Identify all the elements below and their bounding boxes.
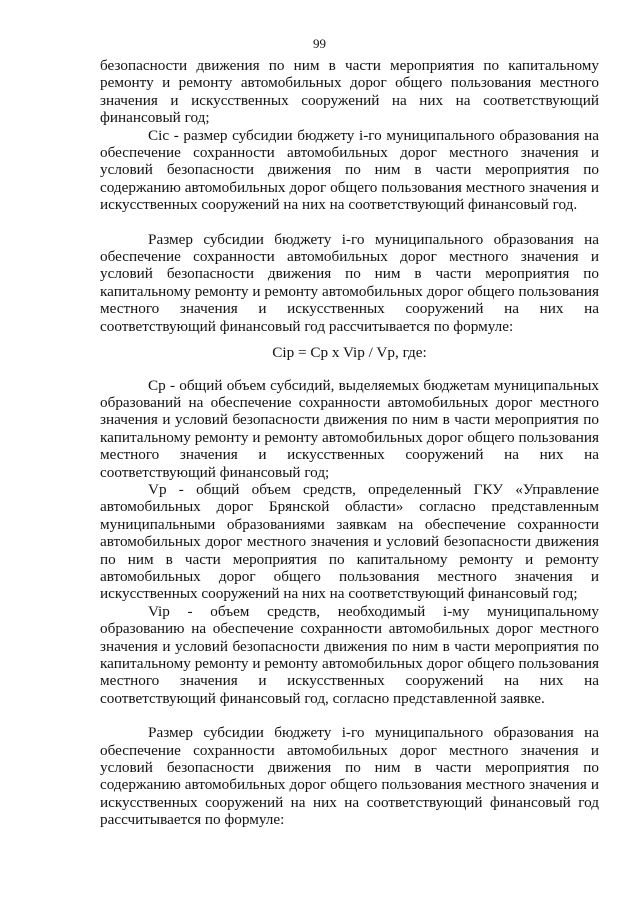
page-number: 99 bbox=[313, 36, 326, 51]
paragraph-vp-definition: Vp - общий объем средств, определенный ГКУ «Управление автомобильных дорог Брянской области» согласно представленным муниципальными образованиями заявкам на обеспечение сохранности автомобильных дорог местного значения и условий безопасности движения по ним в части мероприятия по капитальному ремонту и ремонту автомобильных дорог общего пользования местного значения и искусственных сооружений на них на соответствующий финансовый год; bbox=[100, 480, 599, 603]
paragraph-cip-intro: Размер субсидии бюджету i-го муниципального образования на обеспечение сохранности автомобильных дорог местного значения и условий безопасности движения по ним в части мероприятия по капитальному ремонту и ремонту автомобильных дорог общего пользования местного значения и искусственных сооружений на них на соответствующий финансовый год рассчитывается по формуле: bbox=[100, 230, 599, 335]
document-body bbox=[100, 57, 599, 829]
paragraph-spacer bbox=[100, 214, 599, 231]
paragraph-cp-definition: Cp - общий объем субсидий, выделяемых бюджетам муниципальных образований на обеспечение сохранности автомобильных дорог местного значения и условий безопасности движения по ним в части мероприятия по капитальному ремонту и ремонту автомобильных дорог общего пользования местного значения и искусственных сооружений на них на соответствующий финансовый год; bbox=[100, 376, 599, 481]
paragraph-continuation: безопасности движения по ним в части мероприятия по капитальному ремонту и ремонту автомобильных дорог общего пользования местного значения и искусственных сооружений на них на соответствующий финансовый год; bbox=[100, 57, 599, 127]
formula: Cip = Cp x Vip / Vp, где: bbox=[272, 344, 427, 362]
paragraph-cic-intro: Размер субсидии бюджету i-го муниципального образования на обеспечение сохранности автомобильных дорог местного значения и условий безопасности движения по ним в части мероприятия по содержанию автомобильных дорог общего пользования местного значения и искусственных сооружений на них на соответствующий финансовый год рассчитывается по формуле: bbox=[100, 724, 599, 829]
paragraph-vip-definition: Vip - объем средств, необходимый i-му муниципальному образованию на обеспечение сохранности автомобильных дорог местного значения и условий безопасности движения по ним в части мероприятия по капитальному ремонту и ремонту автомобильных дорог общего пользования местного значения и искусственных сооружений на них на соответствующий финансовый год, согласно представленной заявке. bbox=[100, 602, 599, 707]
paragraph-cic-definition: Cic - размер субсидии бюджету i-го муниципального образования на обеспечение сохранности автомобильных дорог местного значения и условий безопасности движения по ним в части мероприятия по содержанию автомобильных дорог общего пользования местного значения и искусственных сооружений на них на соответствующий финансовый год. bbox=[100, 126, 599, 214]
paragraph-spacer bbox=[100, 707, 599, 724]
